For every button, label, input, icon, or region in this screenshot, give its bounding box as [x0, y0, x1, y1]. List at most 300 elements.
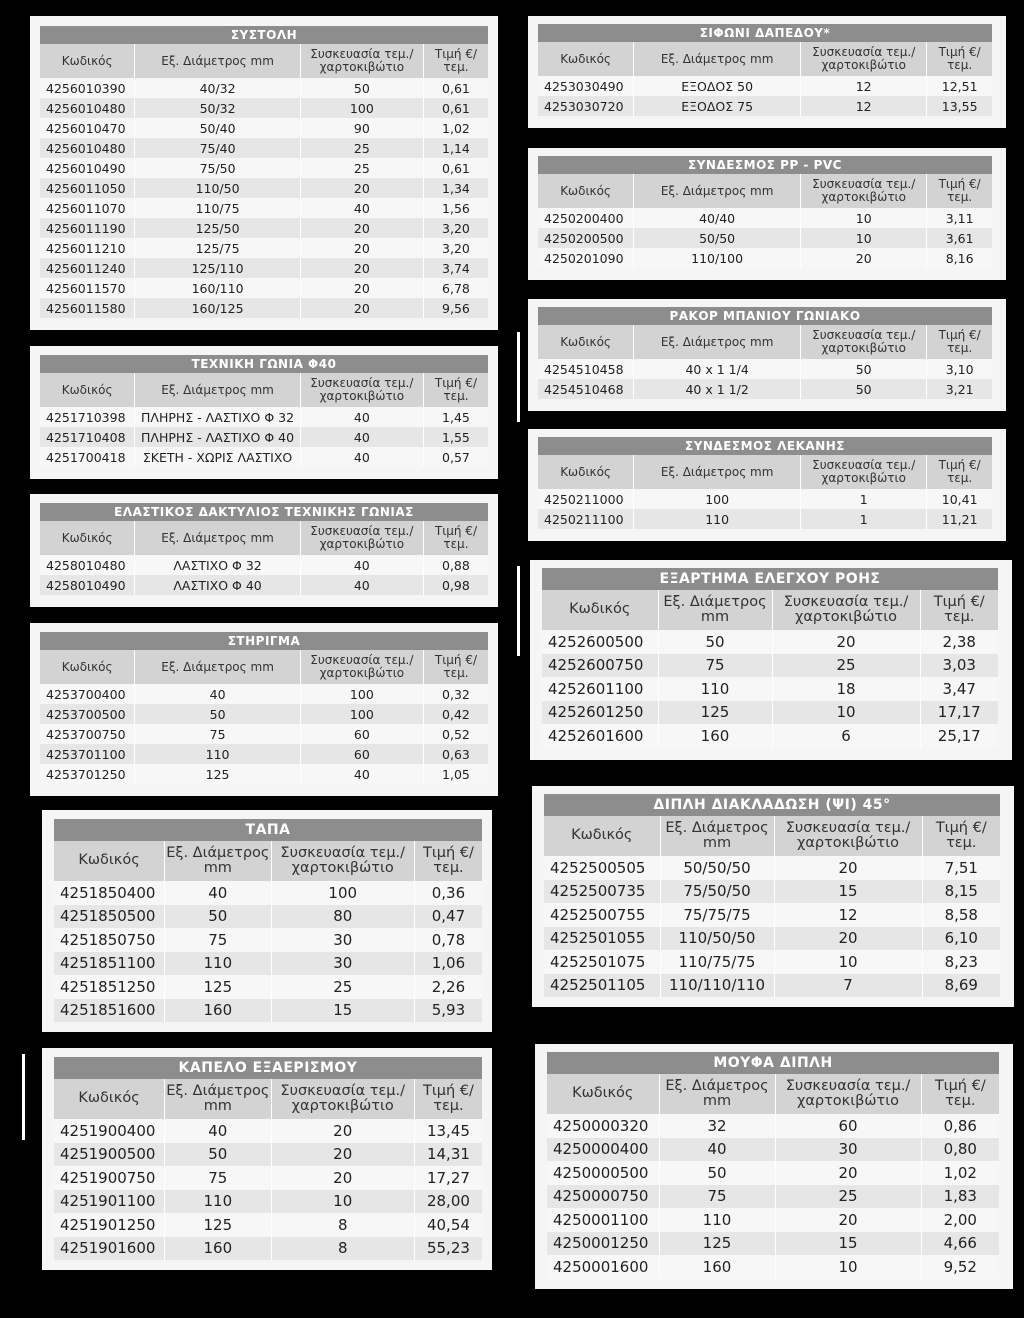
cell-package: 30 [271, 952, 414, 976]
cell-price: 0,88 [423, 555, 488, 575]
price-table [40, 355, 488, 467]
table-row [544, 950, 1000, 974]
cell-code: 4254510458 [538, 359, 634, 379]
table-row [538, 509, 992, 529]
cell-package: 12 [801, 76, 927, 96]
cell-price: 10,41 [927, 489, 992, 509]
col-header-code: Κωδικός [54, 1079, 165, 1119]
cell-price: 3,21 [927, 379, 992, 399]
cell-code: 4251710408 [40, 427, 135, 447]
table-row [54, 1119, 482, 1143]
table-row [54, 1190, 482, 1214]
cell-package: 100 [271, 881, 414, 905]
table-row [542, 654, 998, 678]
cell-code: 4256011210 [40, 238, 135, 258]
cell-package: 25 [300, 138, 423, 158]
table-row [40, 238, 488, 258]
col-header-diameter: Εξ. Διάμετρος mm [135, 44, 300, 78]
table-title: ΣΥΝΔΕΣΜΟΣ PP - PVC [538, 156, 992, 174]
cell-price: 8,23 [922, 950, 1000, 974]
table-row [40, 158, 488, 178]
cell-code: 4256011070 [40, 198, 135, 218]
cell-diameter: 160/110 [135, 278, 300, 298]
cell-package: 60 [300, 724, 423, 744]
cell-package: 20 [774, 927, 922, 951]
cell-package: 60 [775, 1114, 921, 1138]
cell-package: 40 [300, 764, 423, 784]
col-header-price: Τιμή €/ τεμ. [927, 42, 992, 76]
cell-diameter: 50/40 [135, 118, 300, 138]
cell-package: 10 [801, 228, 927, 248]
col-header-diameter: Εξ. Διάμετρος mm [135, 373, 300, 407]
cell-diameter: 110 [165, 1190, 271, 1214]
cell-package: 1 [801, 509, 927, 529]
cell-package: 100 [300, 684, 423, 704]
table-row [54, 1237, 482, 1261]
cell-diameter: 40 x 1 1/4 [634, 359, 801, 379]
cell-diameter: 50 [135, 704, 300, 724]
table-row [542, 677, 998, 701]
table-row [538, 228, 992, 248]
table-row [538, 76, 992, 96]
col-header-price: Τιμή €/ τεμ. [423, 373, 488, 407]
cell-package: 10 [774, 950, 922, 974]
price-table-card [42, 1048, 492, 1270]
cell-price: 5,93 [414, 999, 482, 1023]
col-header-package: Συσκευασία τεμ./ χαρτοκιβώτιο [271, 1079, 414, 1119]
table-row [40, 78, 488, 98]
col-header-package: Συσκευασία τεμ./ χαρτοκιβώτιο [801, 174, 927, 208]
table-row [538, 208, 992, 228]
cell-diameter: 160 [165, 999, 271, 1023]
cell-code: 4250000750 [547, 1185, 659, 1209]
cell-package: 40 [300, 198, 423, 218]
table-row [538, 489, 992, 509]
cell-package: 20 [300, 238, 423, 258]
cell-diameter: 110/110/110 [660, 974, 774, 998]
table-row [547, 1232, 999, 1256]
cell-package: 25 [775, 1185, 921, 1209]
price-table [538, 437, 992, 529]
col-header-package: Συσκευασία τεμ./ χαρτοκιβώτιο [772, 590, 920, 630]
cell-code: 4254510468 [538, 379, 634, 399]
cell-diameter: 40 [135, 684, 300, 704]
cell-package: 80 [271, 905, 414, 929]
cell-code: 4250200500 [538, 228, 634, 248]
cell-price: 1,45 [423, 407, 488, 427]
col-header-package: Συσκευασία τεμ./ χαρτοκιβώτιο [775, 1074, 921, 1114]
cell-price: 1,02 [423, 118, 488, 138]
decor-bar [517, 566, 520, 656]
cell-package: 10 [801, 208, 927, 228]
decor-bar [517, 332, 520, 422]
col-header-package: Συσκευασία τεμ./ χαρτοκιβώτιο [300, 44, 423, 78]
cell-package: 20 [300, 278, 423, 298]
cell-package: 20 [300, 178, 423, 198]
col-header-code: Κωδικός [538, 455, 634, 489]
col-header-code: Κωδικός [538, 42, 634, 76]
cell-code: 4256011570 [40, 278, 135, 298]
cell-price: 17,17 [920, 701, 998, 725]
cell-diameter: 110/75/75 [660, 950, 774, 974]
table-row [40, 764, 488, 784]
table-title: ΜΟΥΦΑ ΔΙΠΛΗ [547, 1052, 999, 1074]
cell-package: 20 [271, 1166, 414, 1190]
table-row [544, 903, 1000, 927]
table-row [544, 927, 1000, 951]
cell-code: 4253701100 [40, 744, 135, 764]
cell-package: 40 [300, 555, 423, 575]
cell-price: 0,98 [423, 575, 488, 595]
cell-price: 3,11 [927, 208, 992, 228]
cell-diameter: 125/50 [135, 218, 300, 238]
cell-price: 13,55 [927, 96, 992, 116]
cell-price: 8,69 [922, 974, 1000, 998]
table-row [40, 118, 488, 138]
price-table [40, 632, 488, 784]
cell-price: 6,78 [423, 278, 488, 298]
cell-diameter: 75 [658, 654, 772, 678]
cell-code: 4250001100 [547, 1208, 659, 1232]
cell-package: 10 [772, 701, 920, 725]
table-row [542, 724, 998, 748]
cell-code: 4250211000 [538, 489, 634, 509]
cell-price: 0,32 [423, 684, 488, 704]
cell-price: 9,56 [423, 298, 488, 318]
cell-package: 40 [300, 447, 423, 467]
col-header-package: Συσκευασία τεμ./ χαρτοκιβώτιο [801, 455, 927, 489]
table-title: ΣΥΝΔΕΣΜΟΣ ΛΕΚΑΝΗΣ [538, 437, 992, 455]
price-table-card [30, 623, 498, 796]
cell-package: 20 [300, 298, 423, 318]
col-header-package: Συσκευασία τεμ./ χαρτοκιβώτιο [271, 841, 414, 881]
cell-code: 4256010470 [40, 118, 135, 138]
cell-code: 4250211100 [538, 509, 634, 529]
cell-package: 20 [271, 1119, 414, 1143]
cell-price: 28,00 [414, 1190, 482, 1214]
cell-package: 20 [271, 1143, 414, 1167]
col-header-code: Κωδικός [547, 1074, 659, 1114]
cell-package: 100 [300, 704, 423, 724]
cell-code: 4256011240 [40, 258, 135, 278]
cell-diameter: 75 [135, 724, 300, 744]
cell-price: 7,51 [922, 856, 1000, 880]
table-row [547, 1114, 999, 1138]
cell-package: 30 [271, 928, 414, 952]
table-row [40, 138, 488, 158]
cell-diameter: 160 [165, 1237, 271, 1261]
col-header-code: Κωδικός [538, 325, 634, 359]
col-header-package: Συσκευασία τεμ./ χαρτοκιβώτιο [801, 42, 927, 76]
cell-package: 50 [801, 359, 927, 379]
cell-price: 2,38 [920, 630, 998, 654]
cell-package: 30 [775, 1138, 921, 1162]
cell-diameter: 50 [165, 905, 271, 929]
cell-diameter: 75/75/75 [660, 903, 774, 927]
col-header-price: Τιμή €/ τεμ. [927, 325, 992, 359]
cell-package: 15 [774, 880, 922, 904]
cell-diameter: 125 [658, 701, 772, 725]
col-header-diameter: Εξ. Διάμετρος mm [165, 1079, 271, 1119]
cell-diameter: 160/125 [135, 298, 300, 318]
cell-package: 8 [271, 1213, 414, 1237]
cell-code: 4258010480 [40, 555, 135, 575]
col-header-code: Κωδικός [40, 44, 135, 78]
cell-price: 0,36 [414, 881, 482, 905]
table-title: ΕΛΑΣΤΙΚΟΣ ΔΑΚΤΥΛΙΟΣ ΤΕΧΝΙΚΗΣ ΓΩΝΙΑΣ [40, 503, 488, 521]
cell-price: 9,52 [921, 1255, 999, 1279]
col-header-package: Συσκευασία τεμ./ χαρτοκιβώτιο [801, 325, 927, 359]
cell-diameter: 75 [165, 1166, 271, 1190]
col-header-price: Τιμή €/ τεμ. [414, 1079, 482, 1119]
col-header-package: Συσκευασία τεμ./ χαρτοκιβώτιο [300, 650, 423, 684]
cell-price: 1,55 [423, 427, 488, 447]
cell-diameter: 160 [659, 1255, 775, 1279]
table-row [544, 856, 1000, 880]
cell-code: 4253030490 [538, 76, 634, 96]
cell-diameter: 110 [135, 744, 300, 764]
col-header-diameter: Εξ. Διάμετρος mm [634, 325, 801, 359]
cell-code: 4253700500 [40, 704, 135, 724]
cell-diameter: 110/50 [135, 178, 300, 198]
cell-diameter: ΠΛΗΡΗΣ - ΛΑΣΤΙΧΟ Φ 32 [135, 407, 300, 427]
cell-code: 4251900750 [54, 1166, 165, 1190]
col-header-price: Τιμή €/ τεμ. [927, 174, 992, 208]
cell-code: 4251851250 [54, 975, 165, 999]
cell-package: 10 [775, 1255, 921, 1279]
table-row [40, 218, 488, 238]
cell-price: 2,00 [921, 1208, 999, 1232]
cell-price: 8,16 [927, 248, 992, 268]
table-title: ΣΙΦΩΝΙ ΔΑΠΕΔΟΥ* [538, 24, 992, 42]
cell-code: 4252600500 [542, 630, 658, 654]
cell-code: 4250000500 [547, 1161, 659, 1185]
cell-code: 4252501055 [544, 927, 660, 951]
table-row [542, 701, 998, 725]
col-header-diameter: Εξ. Διάμετρος mm [634, 42, 801, 76]
cell-code: 4250200400 [538, 208, 634, 228]
cell-price: 0,61 [423, 158, 488, 178]
cell-package: 12 [801, 96, 927, 116]
cell-price: 3,20 [423, 238, 488, 258]
price-table [54, 819, 482, 1022]
cell-package: 20 [774, 856, 922, 880]
cell-code: 4250001600 [547, 1255, 659, 1279]
cell-diameter: ΣΚΕΤΗ - ΧΩΡΙΣ ΛΑΣΤΙΧΟ [135, 447, 300, 467]
cell-price: 3,20 [423, 218, 488, 238]
table-row [544, 880, 1000, 904]
cell-package: 20 [300, 258, 423, 278]
cell-code: 4256011050 [40, 178, 135, 198]
cell-package: 1 [801, 489, 927, 509]
cell-price: 0,63 [423, 744, 488, 764]
price-table [54, 1057, 482, 1260]
price-table [547, 1052, 999, 1279]
cell-price: 0,57 [423, 447, 488, 467]
table-row [40, 198, 488, 218]
col-header-diameter: Εξ. Διάμετρος mm [659, 1074, 775, 1114]
table-title: ΣΤΗΡΙΓΜΑ [40, 632, 488, 650]
cell-price: 1,83 [921, 1185, 999, 1209]
cell-diameter: 40/32 [135, 78, 300, 98]
price-table-card [532, 786, 1014, 1007]
cell-diameter: 32 [659, 1114, 775, 1138]
table-row [54, 1143, 482, 1167]
cell-package: 40 [300, 427, 423, 447]
cell-price: 0,61 [423, 98, 488, 118]
table-row [40, 704, 488, 724]
col-header-price: Τιμή €/ τεμ. [423, 521, 488, 555]
col-header-code: Κωδικός [40, 650, 135, 684]
cell-price: 12,51 [927, 76, 992, 96]
cell-code: 4253701250 [40, 764, 135, 784]
cell-price: 4,66 [921, 1232, 999, 1256]
col-header-diameter: Εξ. Διάμετρος mm [658, 590, 772, 630]
col-header-price: Τιμή €/ τεμ. [921, 1074, 999, 1114]
cell-diameter: 125/110 [135, 258, 300, 278]
table-row [40, 407, 488, 427]
cell-price: 8,15 [922, 880, 1000, 904]
cell-package: 60 [300, 744, 423, 764]
price-table-card [30, 494, 498, 607]
table-row [538, 248, 992, 268]
table-title: ΔΙΠΛΗ ΔΙΑΚΛΑΔΩΣΗ (ΨΙ) 45° [544, 794, 1000, 816]
cell-package: 90 [300, 118, 423, 138]
table-row [40, 744, 488, 764]
price-table [544, 794, 1000, 997]
cell-diameter: 110/50/50 [660, 927, 774, 951]
cell-code: 4252500735 [544, 880, 660, 904]
cell-package: 20 [775, 1161, 921, 1185]
cell-code: 4251851600 [54, 999, 165, 1023]
cell-diameter: 110/75 [135, 198, 300, 218]
cell-price: 6,10 [922, 927, 1000, 951]
table-title: ΡΑΚΟΡ ΜΠΑΝΙΟΥ ΓΩΝΙΑΚΟ [538, 307, 992, 325]
price-table-card [528, 429, 1006, 541]
price-table-card [30, 16, 498, 330]
table-row [538, 379, 992, 399]
cell-diameter: 50 [659, 1161, 775, 1185]
cell-price: 0,42 [423, 704, 488, 724]
col-header-package: Συσκευασία τεμ./ χαρτοκιβώτιο [300, 373, 423, 407]
cell-package: 7 [774, 974, 922, 998]
table-row [54, 928, 482, 952]
cell-price: 1,02 [921, 1161, 999, 1185]
cell-code: 4251900400 [54, 1119, 165, 1143]
cell-code: 4251700418 [40, 447, 135, 467]
table-title: ΚΑΠΕΛΟ ΕΞΑΕΡΙΣΜΟΥ [54, 1057, 482, 1079]
cell-code: 4256010480 [40, 98, 135, 118]
table-row [547, 1161, 999, 1185]
cell-code: 4251710398 [40, 407, 135, 427]
cell-code: 4250001250 [547, 1232, 659, 1256]
col-header-price: Τιμή €/ τεμ. [423, 44, 488, 78]
table-row [54, 905, 482, 929]
cell-code: 4256011190 [40, 218, 135, 238]
col-header-diameter: Εξ. Διάμετρος mm [660, 816, 774, 856]
cell-package: 20 [801, 248, 927, 268]
cell-diameter: 75/40 [135, 138, 300, 158]
table-row [538, 96, 992, 116]
price-table-card [42, 810, 492, 1032]
cell-diameter: ΛΑΣΤΙΧΟ Φ 40 [135, 575, 300, 595]
table-row [40, 298, 488, 318]
cell-code: 4256010390 [40, 78, 135, 98]
cell-price: 25,17 [920, 724, 998, 748]
table-row [40, 724, 488, 744]
cell-price: 1,06 [414, 952, 482, 976]
cell-diameter: 40 [165, 881, 271, 905]
cell-code: 4251901600 [54, 1237, 165, 1261]
cell-package: 25 [300, 158, 423, 178]
col-header-diameter: Εξ. Διάμετρος mm [165, 841, 271, 881]
cell-package: 6 [772, 724, 920, 748]
cell-price: 1,56 [423, 198, 488, 218]
cell-package: 40 [300, 407, 423, 427]
col-header-price: Τιμή €/ τεμ. [927, 455, 992, 489]
cell-diameter: 125 [165, 975, 271, 999]
cell-code: 4252600750 [542, 654, 658, 678]
cell-code: 4256010480 [40, 138, 135, 158]
cell-price: 8,58 [922, 903, 1000, 927]
cell-price: 11,21 [927, 509, 992, 529]
cell-price: 3,47 [920, 677, 998, 701]
cell-diameter: 40 x 1 1/2 [634, 379, 801, 399]
table-title: ΕΞΑΡΤΗΜΑ ΕΛΕΓΧΟΥ ΡΟΗΣ [542, 568, 998, 590]
table-row [54, 881, 482, 905]
cell-diameter: 40 [659, 1138, 775, 1162]
price-table-card [528, 16, 1006, 128]
cell-diameter: ΠΛΗΡΗΣ - ΛΑΣΤΙΧΟ Φ 40 [135, 427, 300, 447]
cell-diameter: 160 [658, 724, 772, 748]
table-row [54, 975, 482, 999]
price-table [538, 24, 992, 116]
table-row [40, 278, 488, 298]
cell-code: 4256010490 [40, 158, 135, 178]
price-table [40, 503, 488, 595]
cell-package: 50 [801, 379, 927, 399]
table-row [547, 1208, 999, 1232]
cell-package: 25 [271, 975, 414, 999]
cell-package: 20 [300, 218, 423, 238]
cell-code: 4253030720 [538, 96, 634, 116]
table-row [40, 98, 488, 118]
cell-price: 0,86 [921, 1114, 999, 1138]
col-header-code: Κωδικός [542, 590, 658, 630]
price-table [538, 307, 992, 399]
col-header-diameter: Εξ. Διάμετρος mm [135, 521, 300, 555]
price-table-card [528, 148, 1006, 280]
table-row [40, 575, 488, 595]
cell-price: 0,52 [423, 724, 488, 744]
cell-code: 4252501105 [544, 974, 660, 998]
table-row [54, 1166, 482, 1190]
cell-diameter: 125 [135, 764, 300, 784]
cell-price: 13,45 [414, 1119, 482, 1143]
price-table [40, 26, 488, 318]
cell-code: 4251850750 [54, 928, 165, 952]
cell-price: 0,78 [414, 928, 482, 952]
cell-code: 4251850500 [54, 905, 165, 929]
cell-price: 3,03 [920, 654, 998, 678]
cell-price: 0,80 [921, 1138, 999, 1162]
price-table-card [30, 346, 498, 479]
table-row [547, 1185, 999, 1209]
cell-diameter: 50/32 [135, 98, 300, 118]
table-row [40, 447, 488, 467]
cell-package: 15 [775, 1232, 921, 1256]
cell-package: 18 [772, 677, 920, 701]
